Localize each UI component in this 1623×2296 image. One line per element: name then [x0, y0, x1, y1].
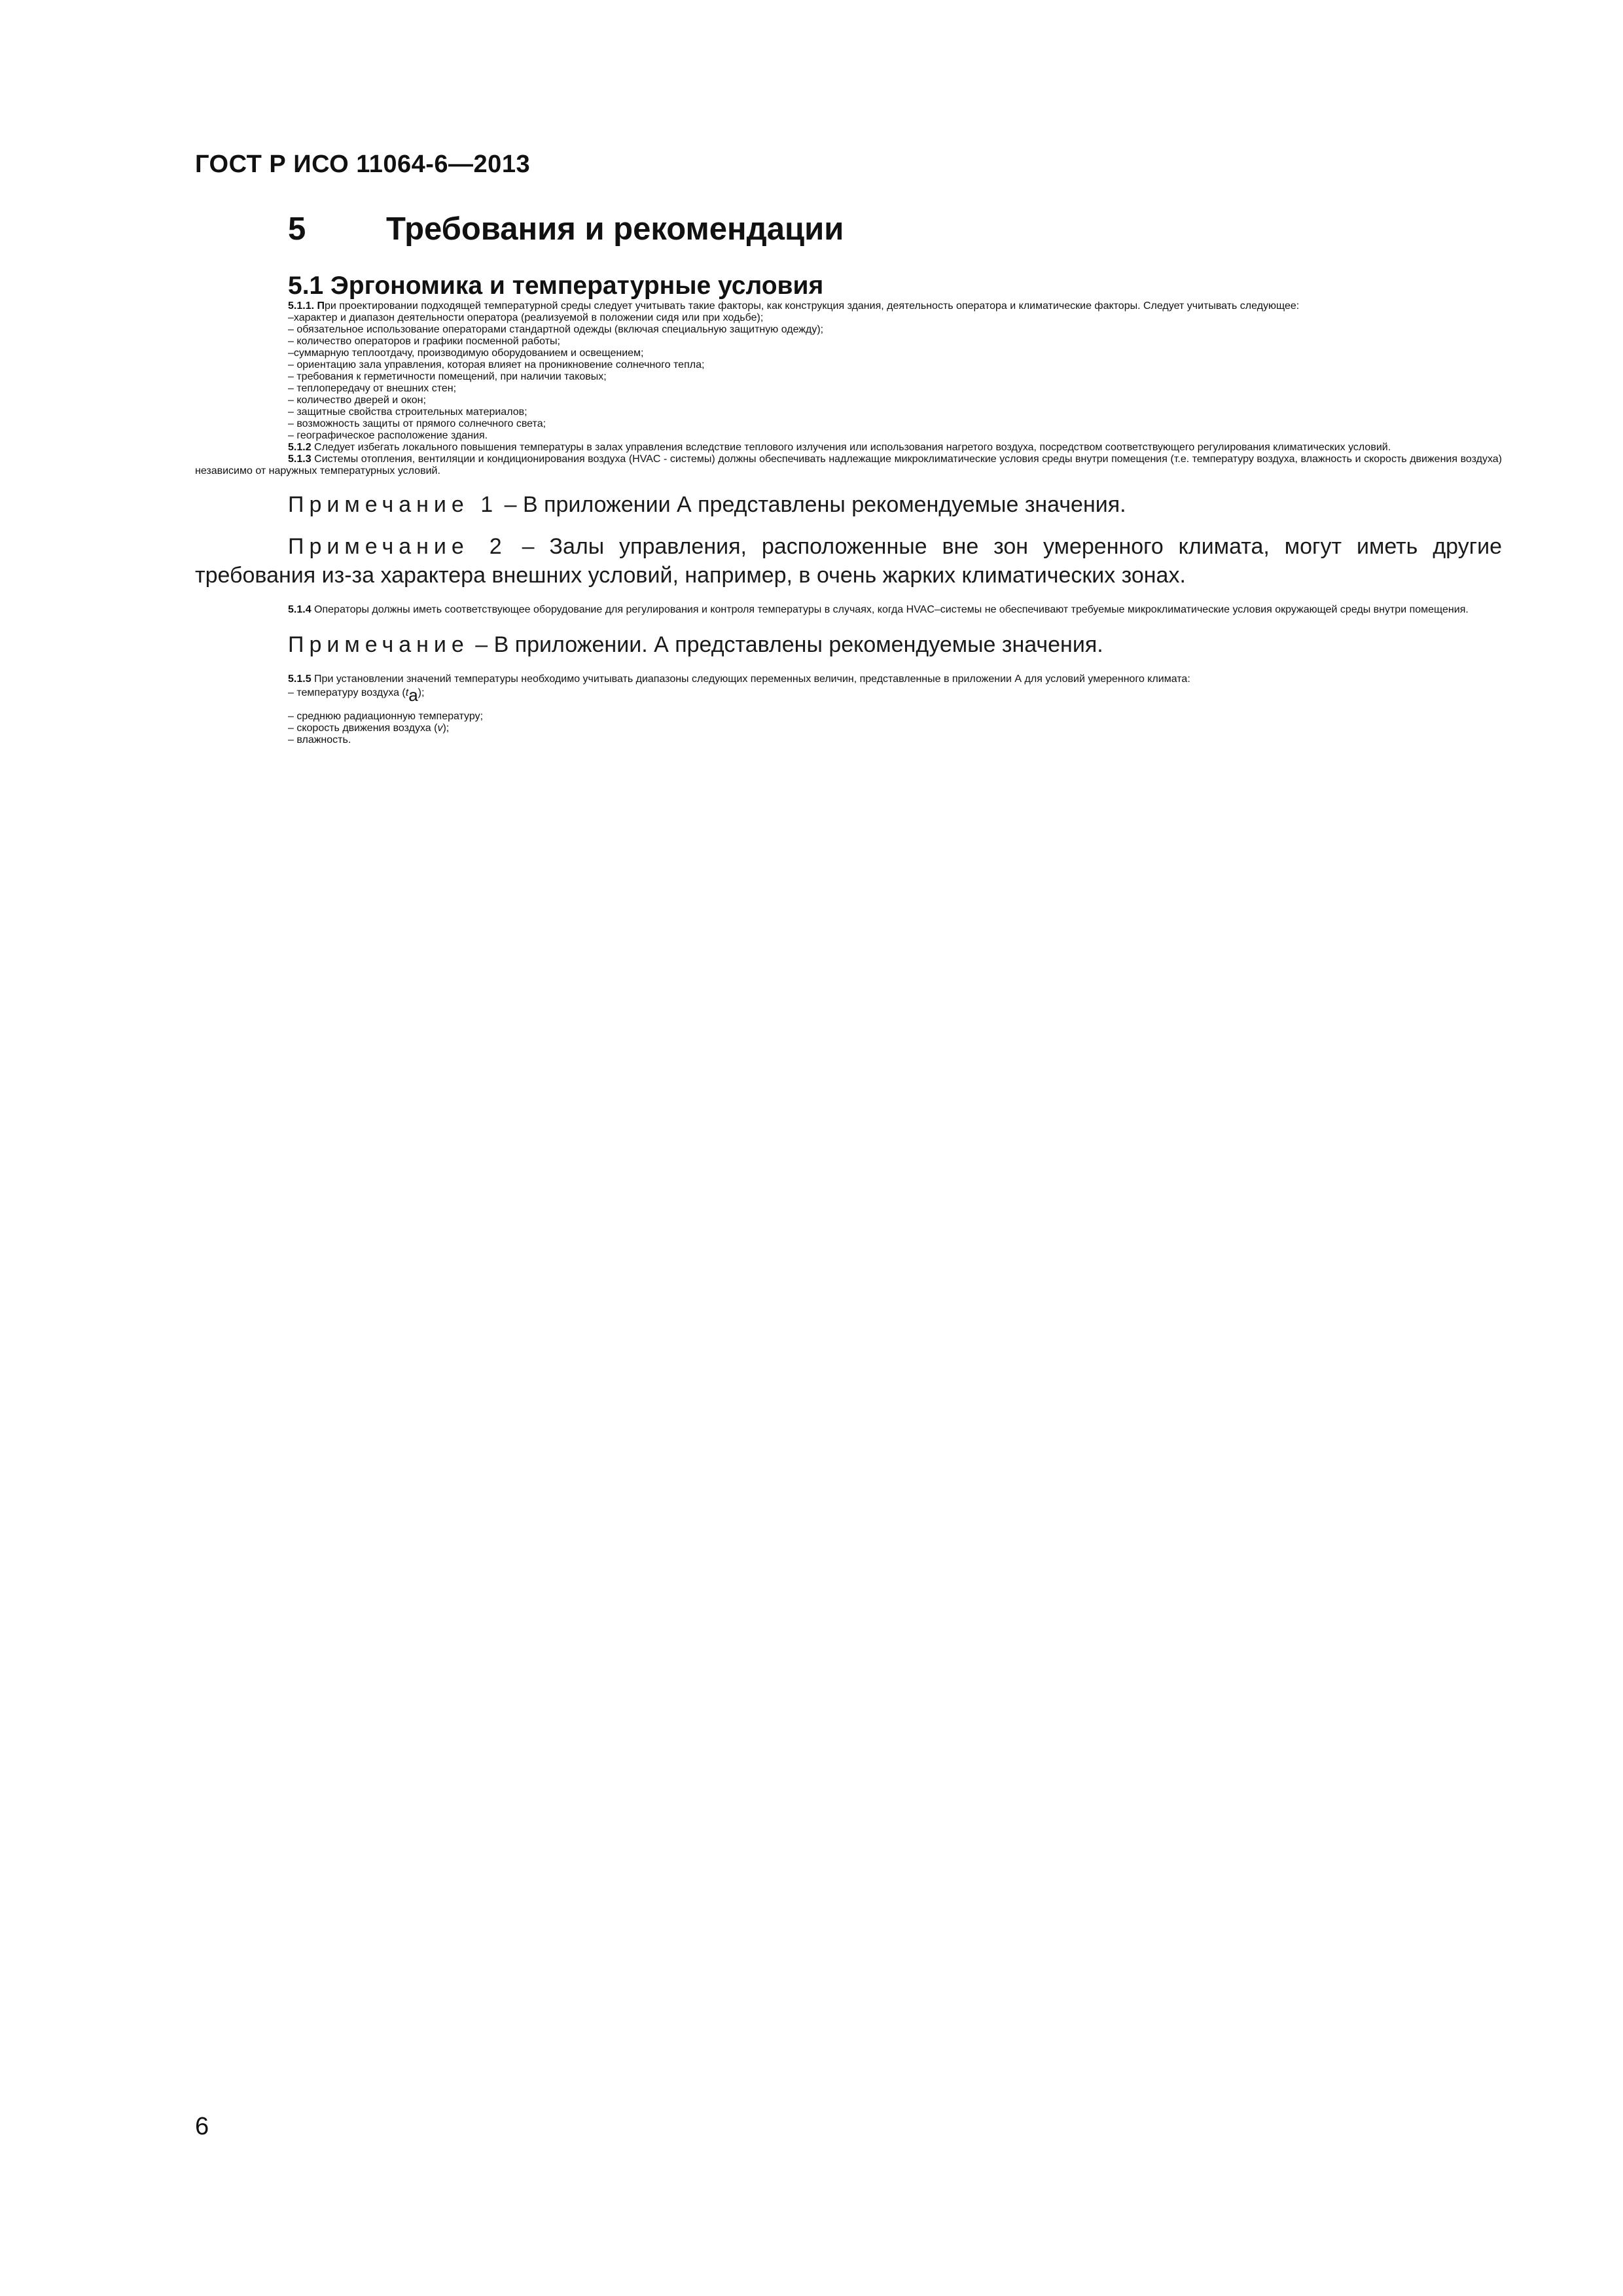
note-text: – В приложении А представлены рекомендуемые значения.: [498, 492, 1126, 517]
paragraph-text: ри проектировании подходящей температурной среды следует учитывать такие факторы, как конструкция здания, деятельность оператора и климатические факторы. Следует учитывать следующее:: [324, 300, 1300, 312]
list-item: – количество операторов и графики посменной работы;: [288, 336, 560, 347]
subsection-title: 5.1 Эргономика и температурные условия: [288, 272, 824, 300]
paragraph-5-1-2: [195, 442, 1502, 454]
list-item: – защитные свойства строительных материалов;: [288, 406, 527, 418]
clause-number: 5.1.3: [288, 454, 312, 465]
list-item: – ориентацию зала управления, которая влияет на проникновение солнечного тепла;: [288, 359, 705, 370]
list-item-text: – температуру воздуха (: [288, 687, 406, 698]
list-item-air-temperature: [195, 685, 1502, 706]
list-item: –характер и диапазон деятельности оператора (реализуемой в положении сидя или при ходьбе);: [288, 312, 764, 323]
note-3: [195, 630, 1502, 659]
list-item: – требования к герметичности помещений, при наличии таковых;: [288, 371, 607, 382]
note-2: [195, 532, 1502, 590]
list-item: – теплопередачу от внешних стен;: [288, 383, 457, 394]
paragraph-5-1-1: [195, 300, 1502, 312]
list-item-radiant-temperature: – среднюю радиационную температуру;: [288, 711, 484, 722]
paragraph-text: При установлении значений температуры необходимо учитывать диапазоны следующих переменных величин, представленные в приложении А для условий умеренного климата:: [311, 673, 1190, 685]
subscript-a: a: [408, 685, 418, 705]
list-item: – возможность защиты от прямого солнечного света;: [288, 418, 546, 429]
section-body: [195, 272, 1502, 746]
list-item-air-speed: [195, 723, 1502, 734]
list-item: – количество дверей и окон;: [288, 395, 426, 406]
paragraph-5-1-5: [195, 673, 1502, 685]
list-item-text: – скорость движения воздуха (: [288, 723, 438, 734]
symbol-v: v: [437, 723, 443, 734]
document-header: ГОСТ Р ИСО 11064-6—2013: [195, 151, 531, 178]
note-label: Примечание 2: [288, 534, 507, 559]
page-number: 6: [195, 2113, 209, 2140]
paragraph-5-1-3: [195, 454, 1502, 477]
note-1: [195, 490, 1502, 519]
clause-number: 5.1.1. П: [288, 300, 325, 312]
paragraph-text: Системы отопления, вентиляции и кондиционирования воздуха (HVAC - системы) должны обеспечивать надлежащие микроклиматические условия среды внутри помещения (т.е. температуру воздуха, влажность и скорость движения воздуха) независимо от наружных температурных условий.: [195, 454, 1502, 476]
section-title-text: Требования и рекомендации: [386, 211, 844, 247]
note-label: Примечание: [288, 632, 469, 657]
section-number: 5: [288, 211, 306, 247]
list-item: – географическое расположение здания.: [288, 430, 488, 441]
note-text: – Залы управления, расположенные вне зон умеренного климата, могут иметь другие требования из-за характера внешних условий, например, в очень жарких климатических зонах.: [195, 534, 1502, 588]
list-item-text: );: [418, 687, 425, 698]
paragraph-5-1-4: [195, 604, 1502, 616]
list-item: – обязательное использование операторами стандартной одежды (включая специальную защитную одежду);: [288, 324, 824, 335]
list-item: –суммарную теплоотдачу, производимую оборудованием и освещением;: [288, 348, 644, 359]
clause-number: 5.1.2: [288, 442, 312, 453]
list-item-text: );: [442, 723, 450, 734]
section-title: [288, 211, 844, 247]
symbol-t: t: [405, 687, 409, 698]
clause-number: 5.1.5: [288, 673, 312, 685]
clause-number: 5.1.4: [288, 604, 312, 615]
note-label: Примечание 1: [288, 492, 499, 517]
paragraph-text: Операторы должны иметь соответствующее оборудование для регулирования и контроля температуры в случаях, когда HVAC–системы не обеспечивают требуемые микроклиматические условия окружающей среды внутри помещения.: [311, 604, 1469, 615]
note-text: – В приложении. А представлены рекомендуемые значения.: [469, 632, 1103, 657]
list-item-humidity: – влажность.: [288, 734, 351, 745]
paragraph-text: Следует избегать локального повышения температуры в залах управления вследствие теплового излучения или использования нагретого воздуха, посредством соответствующего регулирования климатических условий.: [311, 442, 1391, 453]
